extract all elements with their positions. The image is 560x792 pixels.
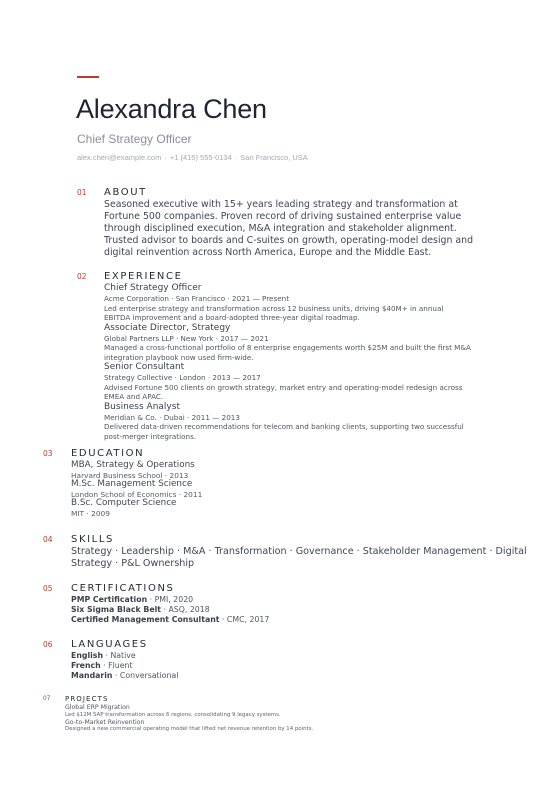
about-line: digital reinvention across North America, Europe and the Middle East.: [104, 247, 432, 258]
job-entry: [104, 283, 504, 323]
language-level: · Conversational: [114, 670, 179, 680]
job-description: Managed a cross-functional portfolio of 8 enterprise engagements worth $25M and built the first M&A: [104, 343, 471, 352]
certification-item: [71, 595, 269, 605]
section-number: 05: [43, 584, 53, 593]
project-description: Led $12M SAP transformation across 6 regions, consolidating 9 legacy systems.: [65, 711, 281, 718]
job-meta: Global Partners LLP · New York · 2017 — 2021: [104, 333, 269, 343]
certification-name: Six Sigma Black Belt: [71, 604, 162, 614]
language-name: French: [71, 660, 101, 670]
section-title: EDUCATION: [71, 448, 145, 459]
job-entry: [104, 323, 504, 363]
certifications-list: [71, 595, 269, 624]
section-number: 06: [43, 640, 53, 649]
section-title: SKILLS: [71, 534, 114, 545]
language-name: Mandarin: [71, 670, 113, 680]
candidate-name: Alexandra Chen: [76, 94, 267, 124]
job-title: Associate Director, Strategy: [104, 322, 231, 333]
education-degree: M.Sc. Management Science: [71, 479, 193, 489]
job-description: Delivered data-driven recommendations for telecom and banking clients, supporting two successful: [104, 422, 464, 431]
job-entry: [104, 402, 504, 442]
contact-phone[interactable]: +1 (415) 555-0134: [169, 153, 232, 162]
education-school: London School of Economics · 2011: [71, 489, 203, 499]
contact-location: San Francisco, USA: [240, 153, 308, 162]
certification-detail: · CMC, 2017: [221, 614, 270, 624]
education-degree: B.Sc. Computer Science: [71, 498, 177, 508]
section-number: 01: [77, 188, 87, 197]
certification-detail: · ASQ, 2018: [163, 604, 210, 614]
section-title: ABOUT: [104, 187, 147, 198]
job-entry: [104, 362, 504, 402]
section-number: 03: [43, 449, 53, 458]
contact-line: [77, 153, 308, 162]
certification-name: PMP Certification: [71, 595, 148, 604]
projects-list: [65, 704, 313, 733]
job-description: EBITDA improvement and a board-adopted three-year digital roadmap.: [104, 313, 360, 322]
language-item: [71, 661, 178, 671]
job-meta: Strategy Collective · London · 2013 — 2017: [104, 373, 261, 382]
job-description: EMEA and APAC.: [104, 392, 164, 401]
education-list: [71, 461, 202, 518]
project-name: Go-to-Market Reinvention: [65, 718, 145, 726]
education-school: MIT · 2009: [71, 508, 110, 518]
language-name: English: [71, 651, 103, 660]
contact-separator: ·: [234, 153, 238, 162]
experience-list: [104, 283, 504, 441]
section-title: PROJECTS: [65, 695, 109, 703]
job-description: Led enterprise strategy and transformation across 12 business units, driving $40M+ in annual: [104, 303, 444, 313]
job-meta: Acme Corporation · San Francisco · 2021 — Present: [104, 294, 290, 303]
job-description: integration playbook now used firm-wide.: [104, 352, 254, 362]
about-line: Fortune 500 companies. Proven record of driving sustained enterprise value: [104, 211, 462, 222]
language-item: [71, 651, 178, 661]
section-title: CERTIFICATIONS: [71, 583, 175, 594]
job-title: Chief Strategy Officer: [104, 283, 202, 293]
education-degree: MBA, Strategy & Operations: [71, 460, 195, 470]
about-text: [104, 199, 499, 259]
job-description: post-merger integrations.: [104, 431, 197, 441]
section-title: EXPERIENCE: [104, 271, 183, 282]
contact-separator: ·: [164, 153, 167, 162]
language-item: [71, 671, 178, 681]
education-school: Harvard Business School · 2013: [71, 470, 189, 480]
about-line: Seasoned executive with 15+ years leading strategy and transformation at: [104, 199, 458, 210]
job-description: Advised Fortune 500 clients on growth strategy, market entry and operating-model redesign across: [104, 382, 463, 392]
contact-email[interactable]: alex.chen@example.com: [77, 153, 162, 162]
languages-list: [71, 651, 178, 680]
certification-item: [71, 605, 269, 615]
certification-name: Certified Management Consultant: [71, 614, 220, 624]
about-line: Trusted advisor to boards and C-suites on growth, operating-model design and: [104, 235, 474, 246]
job-meta: Meridian & Co. · Dubai · 2011 — 2013: [104, 412, 240, 422]
section-number: 04: [43, 535, 53, 544]
project-name: Global ERP Migration: [65, 704, 130, 711]
certification-detail: · PMI, 2020: [149, 595, 194, 604]
job-title: Senior Consultant: [104, 362, 185, 372]
section-number: 02: [77, 272, 87, 281]
language-level: · Native: [105, 651, 136, 660]
job-title: Business Analyst: [104, 401, 180, 412]
project-description: Designed a new commercial operating model that lifted net revenue retention by 14 points.: [65, 726, 314, 733]
section-number: 07: [43, 696, 51, 702]
candidate-role: Chief Strategy Officer: [77, 132, 192, 146]
section-title: LANGUAGES: [71, 639, 148, 650]
language-level: · Fluent: [103, 660, 133, 670]
skills-line: Strategy · Leadership · M&A · Transformation · Governance · Stakeholder Management · Digital: [71, 546, 527, 557]
about-line: through disciplined execution, M&A integration and stakeholder alignment.: [104, 223, 457, 234]
skills-list: [71, 546, 527, 569]
skills-line: Strategy · P&L Ownership: [71, 557, 195, 569]
certification-item: [71, 615, 269, 625]
accent-bar: [77, 76, 99, 78]
